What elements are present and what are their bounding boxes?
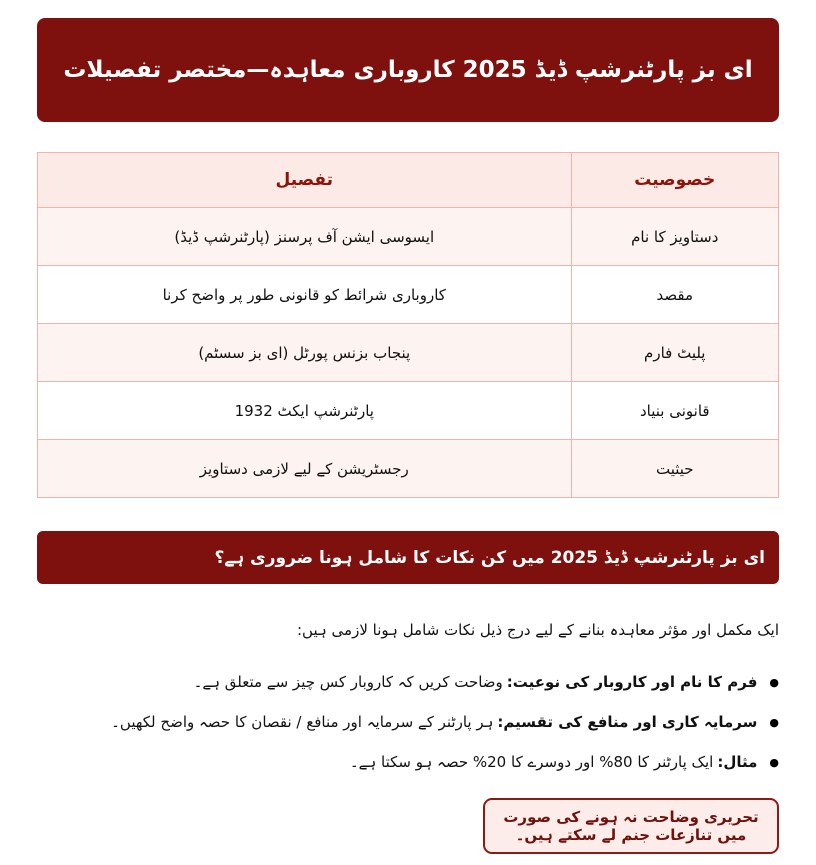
cell-feature: دستاویز کا نام bbox=[571, 208, 778, 266]
bullet-label: فرم کا نام اور کاروبار کی نوعیت: bbox=[506, 673, 758, 691]
warning-callout bbox=[483, 798, 779, 854]
column-header-detail: تفصیل bbox=[38, 153, 572, 208]
bullet-text: وضاحت کریں کہ کاروبار کس چیز سے متعلق ہے۔ bbox=[193, 673, 503, 691]
cell-detail: رجسٹریشن کے لیے لازمی دستاویز bbox=[38, 440, 572, 498]
section-heading: ای بز پارٹنرشپ ڈیڈ 2025 میں کن نکات کا شامل ہونا ضروری ہے؟ bbox=[214, 548, 765, 568]
column-header-feature: خصوصیت bbox=[571, 153, 778, 208]
table-row bbox=[38, 324, 779, 382]
bullet-icon bbox=[769, 677, 779, 688]
cell-feature: پلیٹ فارم bbox=[571, 324, 778, 382]
list-item bbox=[37, 702, 779, 742]
list-item bbox=[37, 662, 779, 702]
table-row bbox=[38, 208, 779, 266]
bullet-icon bbox=[769, 717, 779, 728]
section-intro: ایک مکمل اور مؤثر معاہدہ بنانے کے لیے درج ذیل نکات شامل ہونا لازمی ہیں: bbox=[296, 621, 779, 639]
bullet-label: سرمایہ کاری اور منافع کی تقسیم: bbox=[497, 713, 758, 731]
cell-feature: حیثیت bbox=[571, 440, 778, 498]
warning-text: تحریری وضاحت نہ ہونے کی صورت میں تنازعات جنم لے سکتے ہیں۔ bbox=[503, 808, 759, 844]
table-row bbox=[38, 266, 779, 324]
details-table bbox=[37, 152, 779, 498]
page-title: ای بز پارٹنرشپ ڈیڈ 2025 کاروباری معاہدہ—مختصر تفصیلات bbox=[63, 57, 753, 83]
cell-detail: پنجاب بزنس پورٹل (ای بز سسٹم) bbox=[38, 324, 572, 382]
bullet-label: مثال: bbox=[717, 753, 758, 771]
table-row bbox=[38, 440, 779, 498]
table-row bbox=[38, 382, 779, 440]
bullet-icon bbox=[769, 757, 779, 768]
bullet-text: ایک پارٹنر کا 80% اور دوسرے کا 20% حصہ ہو سکتا ہے۔ bbox=[349, 753, 714, 771]
cell-detail: پارٹنرشپ ایکٹ 1932 bbox=[38, 382, 572, 440]
cell-detail: کاروباری شرائط کو قانونی طور پر واضح کرنا bbox=[38, 266, 572, 324]
cell-feature: مقصد bbox=[571, 266, 778, 324]
section-heading-banner bbox=[37, 531, 779, 584]
cell-detail: ایسوسی ایشن آف پرسنز (پارٹنرشپ ڈیڈ) bbox=[38, 208, 572, 266]
cell-feature: قانونی بنیاد bbox=[571, 382, 778, 440]
main-title-banner bbox=[37, 18, 779, 122]
points-list bbox=[37, 662, 779, 782]
bullet-text: ہر پارٹنر کے سرمایہ اور منافع / نقصان کا حصہ واضح لکھیں۔ bbox=[111, 713, 494, 731]
list-item bbox=[37, 742, 779, 782]
table-header-row bbox=[38, 153, 779, 208]
